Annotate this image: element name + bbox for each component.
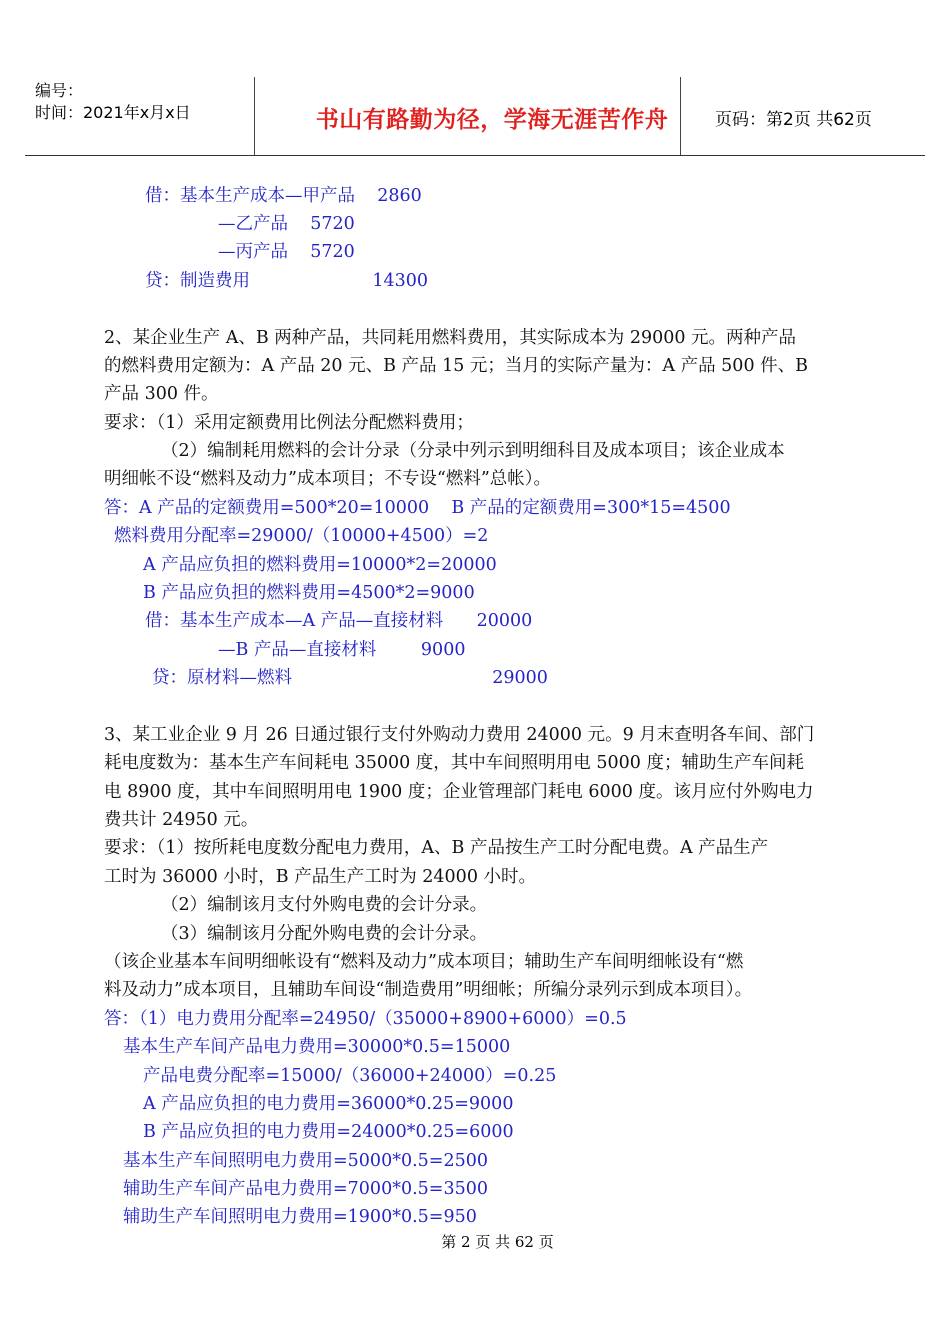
text-line: 明细帐不设“燃料及动力”成本项目；不专设“燃料”总帐）。 (104, 469, 552, 489)
text-line: 贷：制造费用 14300 (145, 271, 429, 291)
text-line: 贷：原材料—燃料 29000 (152, 668, 548, 688)
text-line: 答：A 产品的定额费用=500*20=10000 B 产品的定额费用=300*15=4500 (104, 498, 731, 518)
text-line: 燃料费用分配率=29000/（10000+4500）=2 (114, 526, 489, 546)
text-line: （2）编制该月支付外购电费的会计分录。 (161, 895, 488, 915)
text-line: —丙产品 5720 (218, 242, 355, 262)
document-time-label: 时间：2021年x月x日 (35, 103, 191, 122)
text-line: 要求：（1）按所耗电度数分配电力费用，A、B 产品按生产工时分配电费。A 产品生产 (104, 838, 769, 858)
text-line: （该企业基本车间明细帐设有“燃料及动力”成本项目；辅助生产车间明细帐设有“燃 (104, 952, 744, 972)
text-line: 工时为 36000 小时，B 产品生产工时为 24000 小时。 (104, 867, 537, 887)
text-line: 辅助生产车间产品电力费用=7000*0.5=3500 (123, 1179, 488, 1199)
page-header (25, 77, 925, 156)
text-line: 电 8900 度，其中车间照明用电 1900 度；企业管理部门耗电 6000 度。该月应付外购电力 (104, 782, 814, 802)
text-line: 产品 300 件。 (104, 384, 219, 404)
header-divider-right (680, 77, 681, 155)
header-motto: 书山有路勤为径，学海无涯苦作舟 (315, 106, 669, 133)
text-line: —B 产品—直接材料 9000 (218, 640, 466, 660)
header-meta (35, 80, 191, 124)
text-line: 费共计 24950 元。 (104, 810, 259, 830)
text-line: 3、某工业企业 9 月 26 日通过银行支付外购动力费用 24000 元。9 月末查明各车间、部门 (104, 725, 815, 745)
text-line: 产品电费分配率=15000/（36000+24000）=0.25 (143, 1066, 557, 1086)
text-line: 辅助生产车间照明电力费用=1900*0.5=950 (123, 1207, 477, 1227)
text-line: 基本生产车间产品电力费用=30000*0.5=15000 (123, 1037, 511, 1057)
text-line: 的燃料费用定额为：A 产品 20 元、B 产品 15 元；当月的实际产量为：A 产品 500 件、B (104, 356, 808, 376)
document-number-label: 编号： (35, 81, 84, 100)
text-line: A 产品应负担的燃料费用=10000*2=20000 (143, 555, 497, 575)
text-line: 2、某企业生产 A、B 两种产品，共同耗用燃料费用，其实际成本为 29000 元。两种产品 (104, 328, 797, 348)
text-line: （3）编制该月分配外购电费的会计分录。 (161, 924, 488, 944)
header-page-info: 页码：第2页 共62页 (715, 110, 872, 130)
text-line: 要求：（1）采用定额费用比例法分配燃料费用； (104, 413, 474, 433)
text-line: —乙产品 5720 (218, 214, 355, 234)
text-line: 耗电度数为：基本生产车间耗电 35000 度，其中车间照明用电 5000 度；辅助生产车间耗 (104, 753, 804, 773)
page-footer: 第 2 页 共 62 页 (441, 1233, 554, 1251)
text-line: 料及动力”成本项目，且辅助车间设“制造费用”明细帐；所编分录列示到成本项目）。 (104, 980, 753, 1000)
text-line: 基本生产车间照明电力费用=5000*0.5=2500 (123, 1151, 488, 1171)
text-line: 答：（1）电力费用分配率=24950/（35000+8900+6000）=0.5 (104, 1009, 627, 1029)
text-line: B 产品应负担的电力费用=24000*0.25=6000 (143, 1122, 514, 1142)
text-line: （2）编制耗用燃料的会计分录（分录中列示到明细科目及成本项目；该企业成本 (161, 441, 785, 461)
text-line: A 产品应负担的电力费用=36000*0.25=9000 (143, 1094, 514, 1114)
header-divider-left (254, 77, 255, 155)
text-line: 借：基本生产成本—甲产品 2860 (145, 186, 422, 206)
text-line: 借：基本生产成本—A 产品—直接材料 20000 (145, 611, 533, 631)
text-line: B 产品应负担的燃料费用=4500*2=9000 (143, 583, 475, 603)
